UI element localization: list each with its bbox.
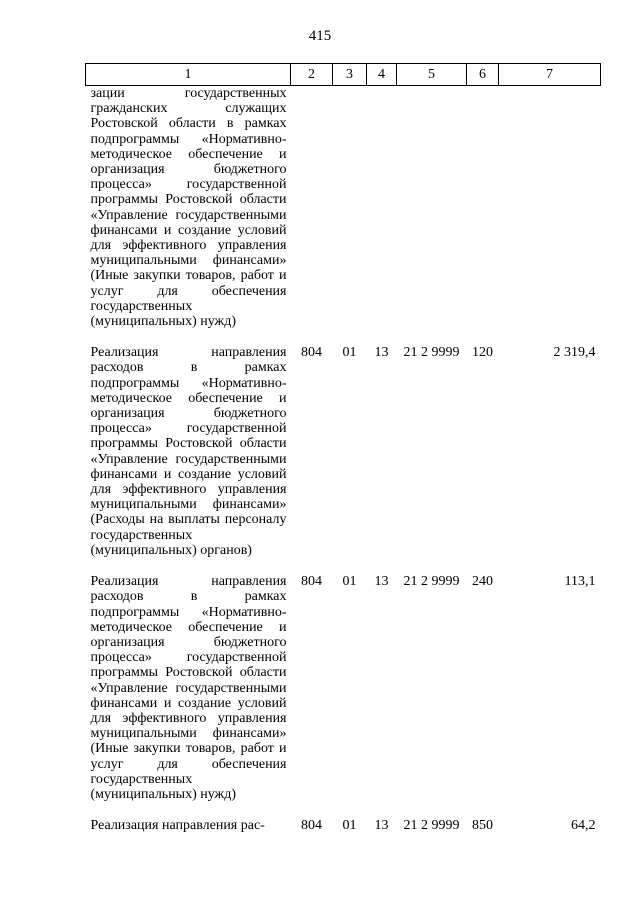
header-col-7: 7 [499,64,601,86]
row-expense-type: 120 [472,345,493,361]
table-header [86,64,601,86]
table-row [86,339,601,568]
table-row [86,568,601,812]
row-description: Реализация направления расходов в рамках подпрограммы «Нормативно-методическое обеспечение и организация бюджетного процесса» государственной программы Ростовской области «Управление государственными финансами и создание условий для эффективного управления муниципальными финансами» (Иные закупки товаров, работ и услуг для обеспечения государственных (муниципальных) нужд) [90,574,287,802]
row-ministry-code: 804 [301,818,322,834]
row-section-code: 01 [342,345,357,361]
row-expense-type: 850 [472,818,493,834]
row-subsection-code: 13 [374,818,389,834]
table-row [86,86,601,340]
row-subsection-code: 13 [374,345,389,361]
row-subsection-code: 13 [374,574,389,590]
header-col-4: 4 [367,64,397,86]
row-subsection-code [367,86,397,340]
row-ministry-code [291,86,333,340]
row-target-article: 21 2 9999 [403,818,460,834]
page-number: 415 [308,28,332,44]
row-amount: 113,1 [564,574,596,590]
row-section-code [333,86,367,340]
row-target-article: 21 2 9999 [403,574,460,590]
row-section-code: 01 [342,818,357,834]
row-expense-type [467,86,499,340]
row-description: Реализация направления рас- [90,818,265,834]
header-row [86,64,601,86]
budget-table [85,63,601,843]
table-row [86,812,601,843]
row-description: зации государственных гражданских служащих Ростовской области в рамках подпрограммы «Нормативно-методическое обеспечение и организация бюджетного процесса» государственной программы Ростовской области «Управление государственными финансами и создание условий для эффективного управления муниципальными финансами» (Иные закупки товаров, работ и услуг для обеспечения государственных (муниципальных) нужд) [90,86,287,330]
header-col-1: 1 [86,64,291,86]
row-ministry-code: 804 [301,345,322,361]
header-col-2: 2 [291,64,333,86]
row-amount: 64,2 [571,818,596,834]
row-description: Реализация направления расходов в рамках подпрограммы «Нормативно-методическое обеспечение и организация бюджетного процесса» государственной программы Ростовской области «Управление государственными финансами и создание условий для эффективного управления муниципальными финансами» (Расходы на выплаты персоналу государственных (муниципальных) органов) [90,345,287,558]
table-body [86,86,601,844]
row-expense-type: 240 [472,574,493,590]
row-ministry-code: 804 [301,574,322,590]
row-amount [499,86,601,340]
header-col-3: 3 [333,64,367,86]
row-target-article [397,86,467,340]
header-col-5: 5 [397,64,467,86]
row-target-article: 21 2 9999 [403,345,460,361]
row-section-code: 01 [342,574,357,590]
row-amount: 2 319,4 [553,345,596,361]
header-col-6: 6 [467,64,499,86]
